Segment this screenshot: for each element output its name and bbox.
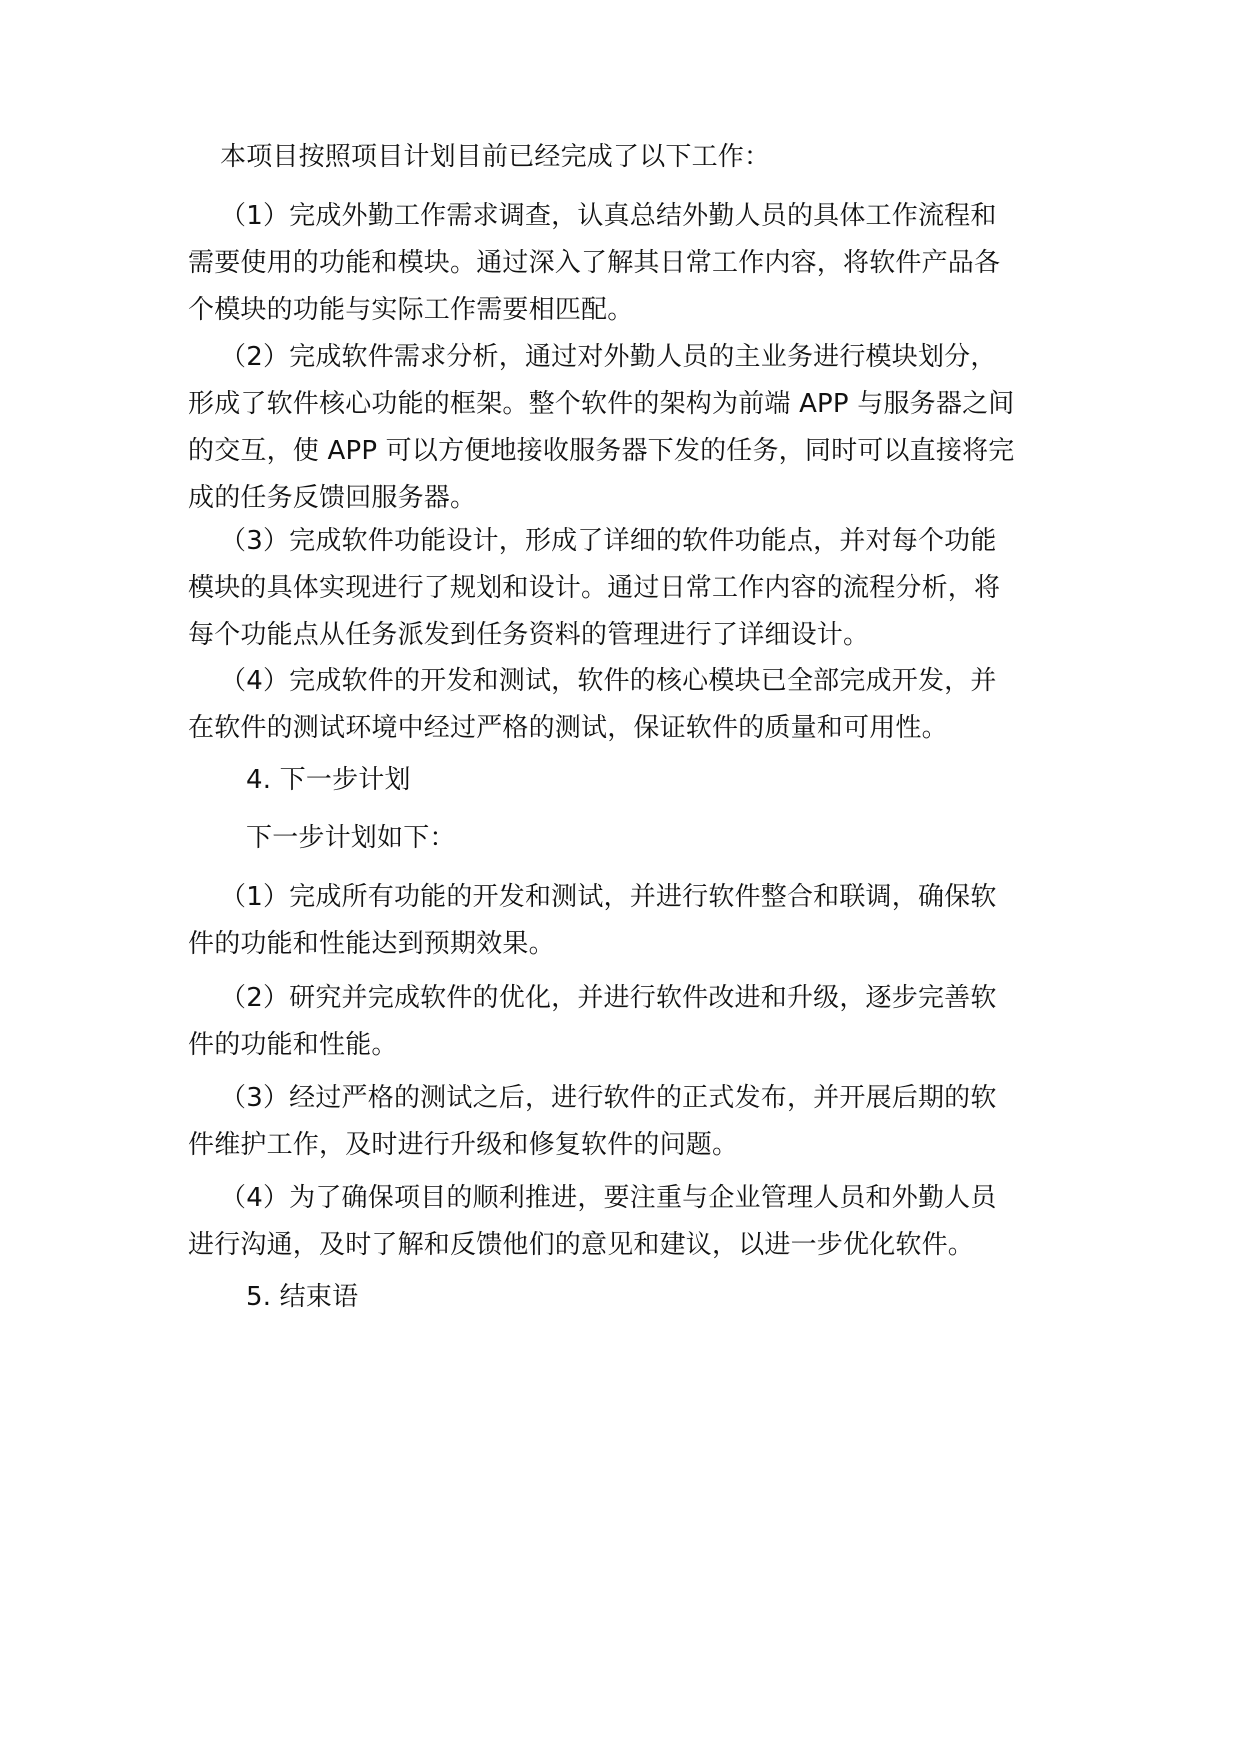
plan-item-1-line-2: 件的功能和性能达到预期效果。 [188, 929, 555, 959]
completed-item-1-line-2: 需要使用的功能和模块。通过深入了解其日常工作内容，将软件产品各 [188, 248, 1001, 278]
completed-item-1 [188, 193, 1058, 334]
intro-paragraph [188, 134, 1058, 181]
intro-line: 本项目按照项目计划目前已经完成了以下工作： [220, 142, 771, 172]
plan-item-4-line-1: （4）为了确保项目的顺利推进，要注重与企业管理人员和外勤人员 [220, 1183, 997, 1213]
completed-item-2-line-1: （2）完成软件需求分析，通过对外勤人员的主业务进行模块划分， [220, 342, 997, 372]
plan-item-3-line-1: （3）经过严格的测试之后，进行软件的正式发布，并开展后期的软 [220, 1083, 997, 1113]
plan-item-4 [188, 1175, 1058, 1269]
completed-item-4-line-2: 在软件的测试环境中经过严格的测试，保证软件的质量和可用性。 [188, 713, 948, 743]
completed-item-3 [188, 518, 1058, 659]
completed-item-2-line-3: 的交互，使 APP 可以方便地接收服务器下发的任务，同时可以直接将完 [188, 436, 1015, 466]
completed-item-2-line-4: 成的任务反馈回服务器。 [188, 483, 477, 513]
plan-item-2-line-1: （2）研究并完成软件的优化，并进行软件改进和升级，逐步完善软 [220, 983, 997, 1013]
plan-item-3 [188, 1075, 1058, 1169]
completed-item-1-line-3: 个模块的功能与实际工作需要相匹配。 [188, 295, 634, 325]
plan-item-2-line-2: 件的功能和性能。 [188, 1030, 398, 1060]
plan-intro-paragraph [188, 815, 1058, 862]
plan-item-1 [188, 874, 1058, 968]
completed-item-2-line-2: 形成了软件核心功能的框架。整个软件的架构为前端 APP 与服务器之间 [188, 389, 1015, 419]
section-5-heading-text: 5. 结束语 [246, 1282, 359, 1312]
plan-item-1-line-1: （1）完成所有功能的开发和测试，并进行软件整合和联调，确保软 [220, 882, 997, 912]
plan-item-4-line-2: 进行沟通，及时了解和反馈他们的意见和建议，以进一步优化软件。 [188, 1230, 975, 1260]
completed-item-3-line-3: 每个功能点从任务派发到任务资料的管理进行了详细设计。 [188, 620, 870, 650]
plan-item-3-line-2: 件维护工作，及时进行升级和修复软件的问题。 [188, 1130, 739, 1160]
completed-item-3-line-2: 模块的具体实现进行了规划和设计。通过日常工作内容的流程分析，将 [188, 573, 1001, 603]
section-5-heading [188, 1274, 1058, 1321]
completed-item-4-line-1: （4）完成软件的开发和测试，软件的核心模块已全部完成开发，并 [220, 666, 997, 696]
plan-intro-line: 下一步计划如下： [246, 823, 456, 853]
section-4-heading-text: 4. 下一步计划 [246, 765, 411, 795]
completed-item-2 [188, 334, 1058, 522]
completed-item-4 [188, 658, 1058, 752]
completed-item-3-line-1: （3）完成软件功能设计，形成了详细的软件功能点，并对每个功能 [220, 526, 997, 556]
section-4-heading [188, 757, 1058, 804]
plan-item-2 [188, 975, 1058, 1069]
completed-item-1-line-1: （1）完成外勤工作需求调查，认真总结外勤人员的具体工作流程和 [220, 201, 997, 231]
